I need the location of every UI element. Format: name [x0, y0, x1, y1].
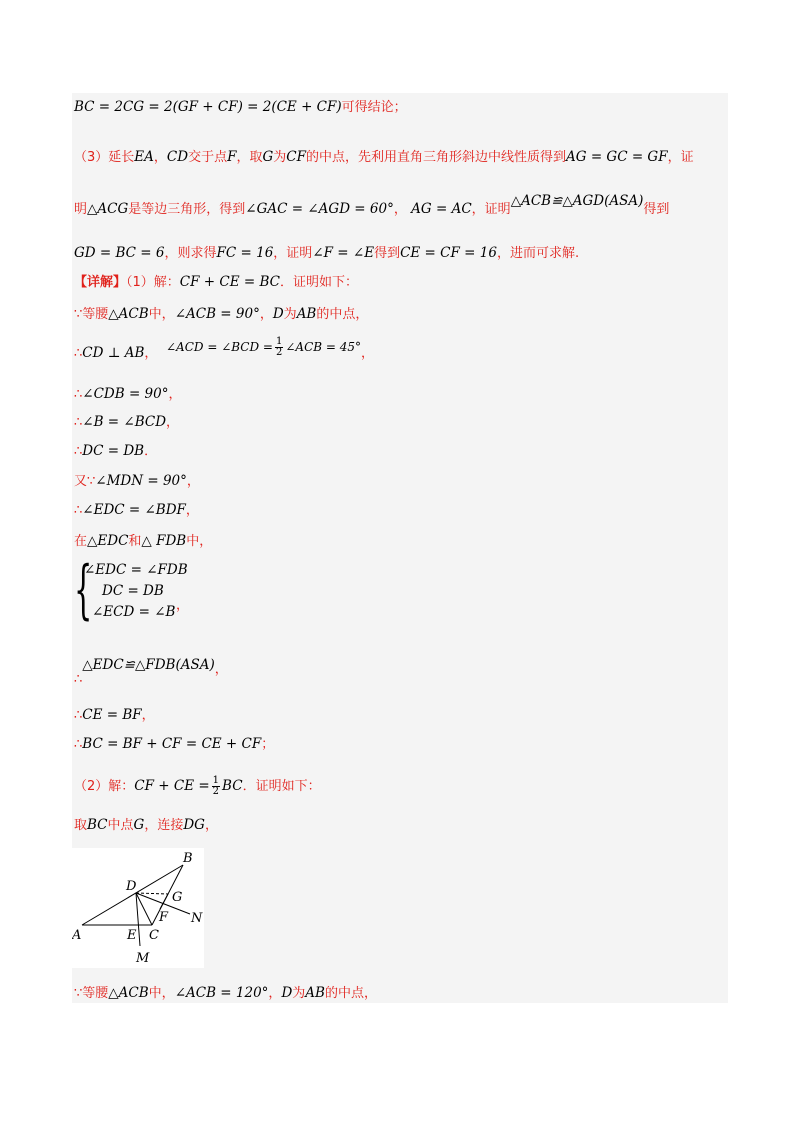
text: 得到 — [374, 246, 401, 261]
text: ， — [168, 387, 182, 402]
text: ∴ — [74, 346, 83, 361]
math: △EDC — [87, 533, 129, 549]
text: 为 — [292, 986, 306, 1001]
text: ，则求得 — [164, 246, 217, 261]
math: CF + CE = — [134, 778, 210, 794]
math: ∠ACB = 90° — [174, 306, 260, 322]
proof-line — [74, 304, 368, 325]
text: ，进而可求解. — [496, 246, 580, 261]
label-E: E — [127, 928, 137, 943]
system-row: ∠ECD = ∠B — [92, 604, 176, 620]
text: ∴ — [74, 444, 83, 459]
segment-GF — [160, 894, 168, 909]
proof-line — [74, 983, 377, 1004]
math: CE = BF — [82, 707, 142, 723]
text: ， — [185, 503, 199, 518]
proof-line — [74, 531, 212, 552]
proof-line — [74, 471, 200, 492]
math: ∠MDN = 90° — [95, 473, 187, 489]
text: （3）延长 — [74, 150, 135, 165]
math: ∠EDC = ∠BDF — [82, 502, 186, 518]
text: 可得结论； — [341, 100, 407, 115]
math: G — [133, 817, 145, 833]
text: 为 — [273, 150, 287, 165]
math: △ACB — [108, 985, 149, 1001]
geometry-figure — [72, 848, 204, 968]
math: AB — [296, 306, 317, 322]
math: AG = GC = GF — [566, 149, 668, 165]
proof-line — [74, 441, 157, 462]
formula-line-1 — [74, 97, 407, 118]
proof-line — [74, 412, 179, 433]
text: ，证明 — [471, 202, 511, 217]
proof-line — [74, 776, 321, 797]
math: D — [281, 985, 293, 1001]
text: ，取 — [236, 150, 263, 165]
text: 是等边三角形，得到 — [128, 202, 246, 217]
math: CD — [166, 149, 189, 165]
math: FC = 16 — [216, 245, 274, 261]
math: GD = BC = 6 — [74, 245, 165, 261]
text: ， — [259, 307, 273, 322]
text: 取 — [74, 818, 88, 833]
math: ∠F = ∠E — [312, 245, 375, 261]
math: F — [227, 149, 237, 165]
system-row: ∠EDC = ∠FDB — [84, 562, 188, 578]
text: ∴ — [74, 387, 83, 402]
math: BC — [222, 778, 243, 794]
label-A: A — [72, 928, 82, 943]
text: ， — [268, 986, 282, 1001]
math: ∠ACD = ∠BCD = — [166, 340, 273, 354]
text: 交于点 — [188, 150, 228, 165]
proof-line — [74, 734, 274, 755]
text: ． — [144, 444, 158, 459]
math: BC = BF + CF = CE + CF — [82, 736, 262, 752]
numerator: 1 — [212, 775, 220, 786]
text: （1）解： — [126, 275, 180, 290]
math: DC = DB — [82, 443, 145, 459]
math: △ACB — [108, 306, 149, 322]
label-G: G — [172, 890, 183, 905]
denominator: 2 — [275, 347, 283, 358]
math: AB — [305, 985, 325, 1001]
text: ．证明如下： — [279, 275, 358, 290]
text: 得到 — [643, 202, 670, 217]
fraction — [275, 337, 283, 358]
fraction — [212, 776, 220, 797]
text: 在 — [74, 534, 88, 549]
text: ，连接 — [144, 818, 184, 833]
proof-line — [74, 815, 218, 836]
label-N: N — [191, 911, 203, 926]
detail-header-line — [74, 272, 358, 293]
label-D: D — [126, 879, 137, 894]
math: ∠B = ∠BCD — [82, 414, 167, 430]
left-brace: { — [74, 553, 93, 627]
text: ∴ — [74, 503, 83, 518]
proof-line — [74, 705, 155, 726]
math: EA — [134, 149, 154, 165]
text: 的中点，先利用直角三角形斜边中线性质得到 — [305, 150, 566, 165]
label-C: C — [149, 928, 159, 943]
math: ∠GAC = ∠AGD = 60° — [245, 201, 394, 217]
text: ∴ — [74, 708, 83, 723]
text: 中， — [148, 307, 175, 322]
math: CE = CF = 16 — [400, 245, 497, 261]
math: △ FDB — [141, 533, 187, 549]
math: CF — [286, 149, 306, 165]
text: ， — [144, 346, 158, 361]
text: ， — [204, 818, 218, 833]
text: ， — [153, 150, 167, 165]
text: ； — [261, 737, 275, 752]
text: ， — [166, 415, 180, 430]
analysis-line-2 — [74, 147, 694, 168]
label-F: F — [159, 910, 169, 925]
proof-line — [74, 336, 375, 364]
segment-DG-dashed — [136, 893, 168, 894]
label-B: B — [183, 851, 193, 866]
text: ∴ — [74, 737, 83, 752]
detail-tag: 【详解】 — [74, 275, 127, 290]
text: ∴ — [74, 415, 83, 430]
text: 中， — [148, 986, 175, 1001]
math: △ACG — [87, 201, 129, 217]
text: 中， — [186, 534, 213, 549]
math: ∠ACB = 45° — [285, 340, 362, 354]
text: ∵等腰 — [74, 986, 109, 1001]
ray-DM — [136, 893, 140, 946]
text: ∴ — [74, 672, 83, 687]
text: ，证明 — [273, 246, 313, 261]
text: ， — [186, 474, 200, 489]
numerator: 1 — [275, 336, 283, 347]
text: 明 — [74, 202, 88, 217]
text: ，证 — [667, 150, 694, 165]
text: 和 — [128, 534, 142, 549]
math: AG = AC — [411, 201, 472, 217]
text: ， — [393, 202, 407, 217]
text: （2）解： — [74, 779, 135, 794]
triangle-diagram — [72, 848, 204, 968]
text: ．证明如下： — [242, 779, 321, 794]
system-comma — [176, 595, 189, 616]
text: 中点 — [107, 818, 134, 833]
text: 又∵ — [74, 474, 96, 489]
proof-line — [74, 500, 199, 521]
math: D — [272, 306, 284, 322]
text: ∵等腰 — [74, 307, 109, 322]
text: ， — [361, 346, 375, 361]
text: 的中点， — [316, 307, 369, 322]
math: BC — [87, 817, 108, 833]
proof-line — [74, 657, 228, 687]
math: △ACB≌△AGD(ASA) — [510, 193, 644, 209]
math: ∠ACB = 120° — [174, 985, 269, 1001]
analysis-line-4 — [74, 243, 579, 264]
text: 的中点， — [324, 986, 377, 1001]
text: ， — [214, 662, 228, 677]
math: △EDC≌△FDB(ASA) — [82, 657, 215, 673]
system-row: DC = DB — [102, 583, 164, 599]
text: ， — [141, 708, 155, 723]
proof-line — [74, 384, 182, 405]
math: CD ⊥ AB — [82, 345, 145, 361]
math: DG — [183, 817, 205, 833]
text: 为 — [283, 307, 297, 322]
text: ， — [176, 598, 190, 613]
math-expression: BC = 2CG = 2(GF + CF) = 2(CE + CF) — [74, 99, 342, 115]
analysis-line-3 — [74, 193, 670, 220]
label-M: M — [136, 951, 150, 966]
math: ∠CDB = 90° — [82, 386, 169, 402]
math: CF + CE = BC — [179, 274, 280, 290]
denominator: 2 — [212, 786, 220, 797]
math: G — [262, 149, 274, 165]
